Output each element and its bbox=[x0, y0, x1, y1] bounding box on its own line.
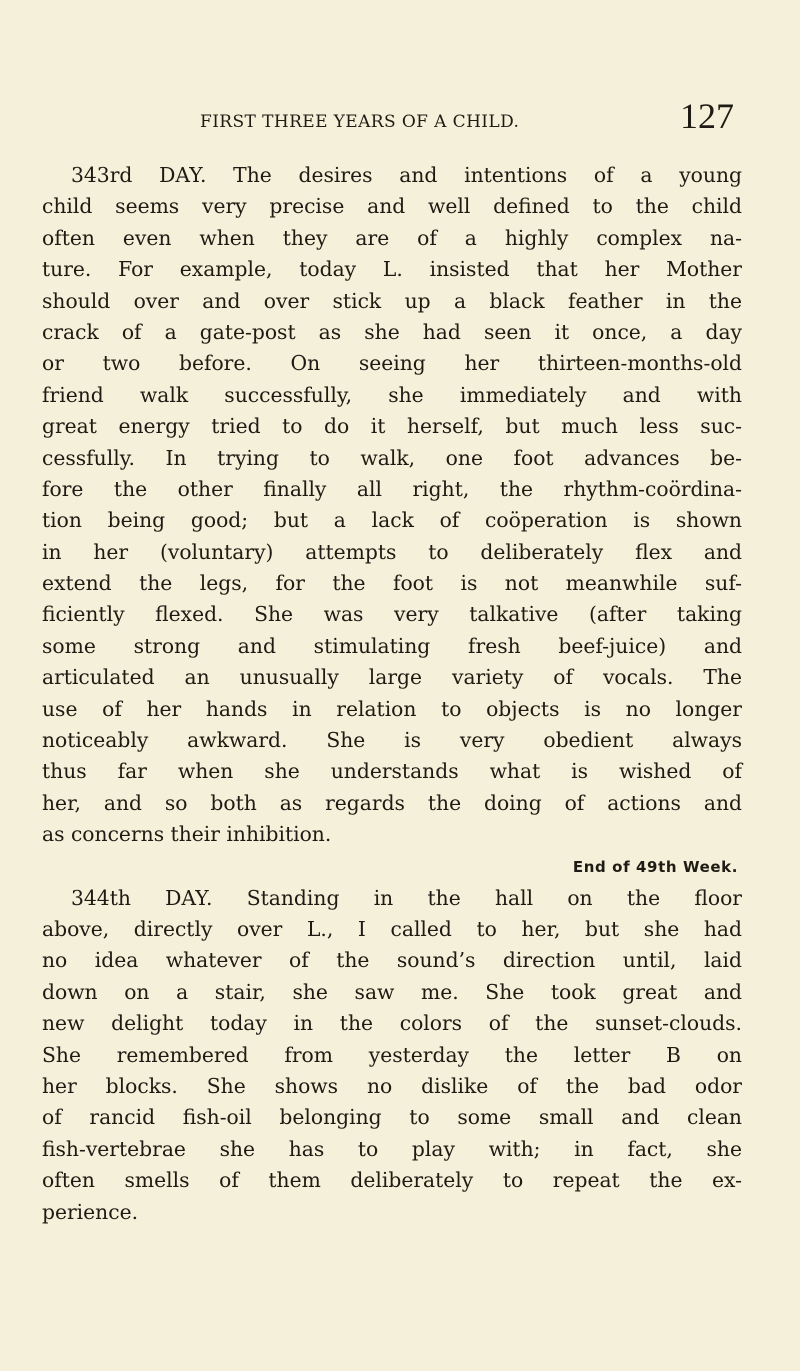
text-line: great energy tried to do it herself, but much less suc- bbox=[42, 414, 742, 439]
text-line: often smells of them deliberately to repeat the ex- bbox=[42, 1168, 742, 1193]
text-line: friend walk successfully, she immediately and with bbox=[42, 382, 742, 407]
end-of-week-marker: End of 49th Week. bbox=[572, 857, 738, 876]
text-line: often even when they are of a highly complex na- bbox=[42, 225, 742, 250]
text-line: should over and over stick up a black feather in the bbox=[42, 288, 742, 313]
text-line: extend the legs, for the foot is not meanwhile suf- bbox=[42, 571, 742, 596]
text-line: noticeably awkward. She is very obedient always bbox=[42, 728, 742, 753]
entry-343rd-day bbox=[42, 160, 742, 851]
text-line: articulated an unusually large variety of vocals. The bbox=[42, 665, 742, 690]
text-line: cessfully. In trying to walk, one foot advances be- bbox=[42, 445, 742, 470]
text-line: down on a stair, she saw me. She took great and bbox=[42, 979, 742, 1004]
text-line: fish-vertebrae she has to play with; in fact, she bbox=[42, 1136, 742, 1161]
text-line: some strong and stimulating fresh beef-juice) and bbox=[42, 633, 742, 658]
text-line: her, and so both as regards the doing of actions and bbox=[42, 790, 742, 815]
text-line: perience. bbox=[42, 1199, 139, 1224]
text-line: new delight today in the colors of the sunset-clouds. bbox=[42, 1011, 742, 1036]
entry-344th-day bbox=[42, 883, 742, 1228]
text-line: use of her hands in relation to objects is no longer bbox=[42, 696, 742, 721]
text-line: She remembered from yesterday the letter B on bbox=[42, 1042, 742, 1067]
text-line: crack of a gate-post as she had seen it once, a day bbox=[42, 319, 742, 344]
week-marker-row bbox=[42, 851, 742, 883]
text-line: in her (voluntary) attempts to deliberately flex and bbox=[42, 539, 742, 564]
text-line: her blocks. She shows no dislike of the bad odor bbox=[42, 1073, 742, 1098]
running-title: FIRST THREE YEARS OF A CHILD. bbox=[200, 112, 520, 132]
text-line: as concerns their inhibition. bbox=[42, 822, 332, 847]
text-line: of rancid fish-oil belonging to some small and clean bbox=[42, 1105, 742, 1130]
body-text bbox=[42, 160, 742, 1228]
text-line: child seems very precise and well defined to the child bbox=[42, 194, 742, 219]
text-line: or two before. On seeing her thirteen-months-old bbox=[42, 351, 742, 376]
text-line: ficiently flexed. She was very talkative (after taking bbox=[42, 602, 742, 627]
text-line: tion being good; but a lack of coöperation is shown bbox=[42, 508, 742, 533]
text-line: no idea whatever of the sound’s direction until, laid bbox=[42, 948, 742, 973]
text-line: 344th DAY. Standing in the hall on the floor bbox=[71, 885, 742, 910]
running-head bbox=[68, 98, 738, 142]
text-line: fore the other finally all right, the rhythm-coördina- bbox=[42, 476, 742, 501]
text-line: above, directly over L., I called to her, but she had bbox=[42, 916, 742, 941]
text-line: ture. For example, today L. insisted that her Mother bbox=[42, 257, 742, 282]
page-number: 127 bbox=[680, 96, 734, 136]
text-line: thus far when she understands what is wished of bbox=[42, 759, 742, 784]
text-line: 343rd DAY. The desires and intentions of a young bbox=[71, 163, 742, 187]
